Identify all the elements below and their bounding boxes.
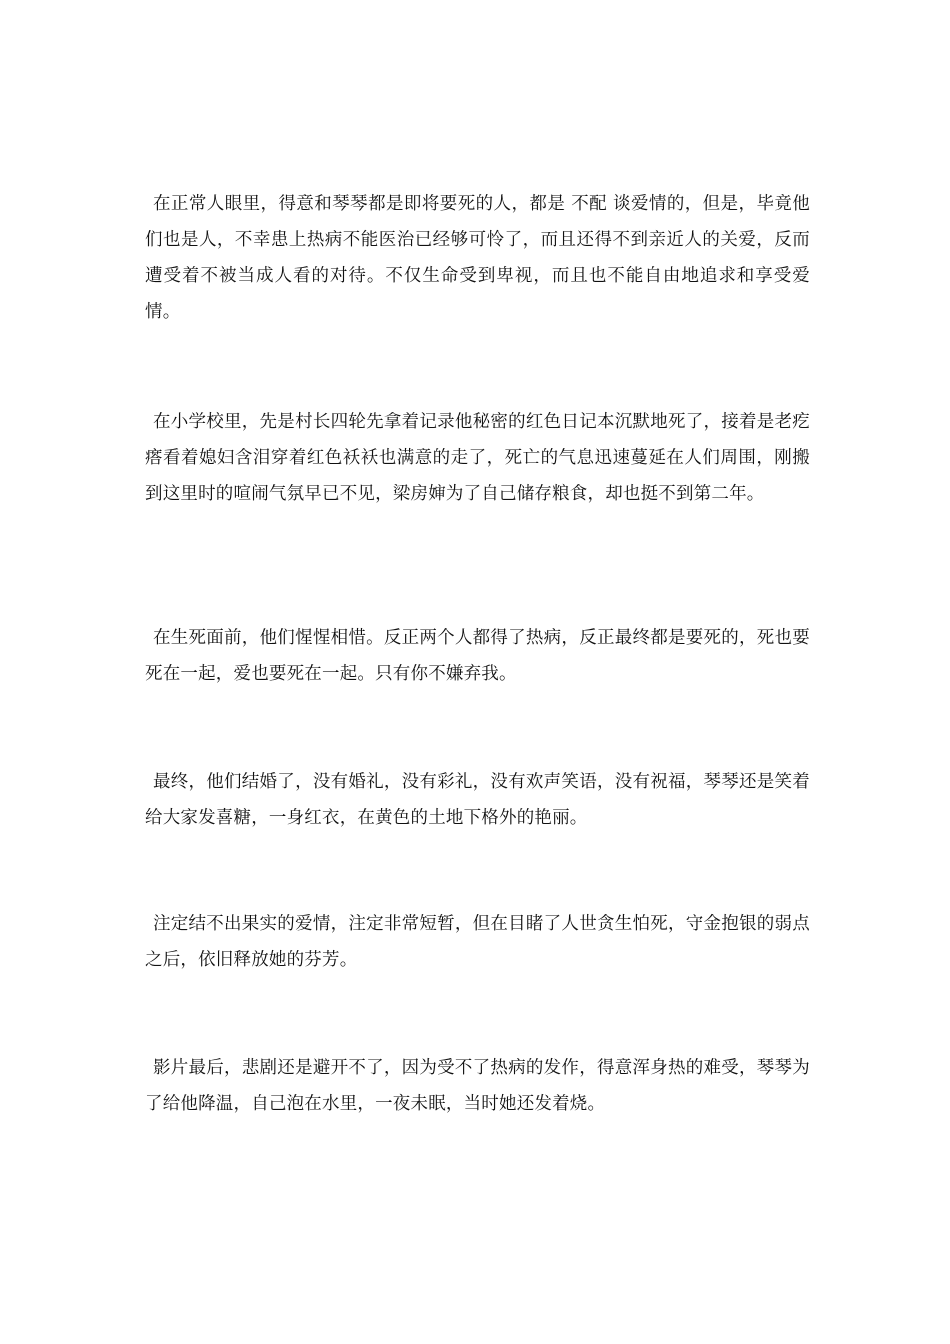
paragraph-1: 在正常人眼里，得意和琴琴都是即将要死的人，都是 不配 谈爱情的，但是，毕竟他们也是人，不幸患上热病不能医治已经够可怜了，而且还得不到亲近人的关爱，反而遭受着不被当成人看的对待。不仅生命受到卑视，而且也不能自由地追求和享受爱情。 [145, 194, 810, 322]
paragraph-6: 影片最后，悲剧还是避开不了，因为受不了热病的发作，得意浑身热的难受，琴琴为了给他降温，自己泡在水里，一夜未眠，当时她还发着烧。 [145, 1058, 810, 1114]
paragraph-3: 在生死面前，他们惺惺相惜。反正两个人都得了热病，反正最终都是要死的，死也要死在一起，爱也要死在一起。只有你不嫌弃我。 [145, 628, 810, 684]
paragraph-2: 在小学校里，先是村长四轮先拿着记录他秘密的红色日记本沉默地死了，接着是老疙瘩看着媳妇含泪穿着红色袄袄也满意的走了，死亡的气息迅速蔓延在人们周围，刚搬到这里时的喧闹气氛早已不见，梁房婶为了自己储存粮食，却也挺不到第二年。 [145, 412, 810, 504]
paragraph-4: 最终，他们结婚了，没有婚礼，没有彩礼，没有欢声笑语，没有祝福，琴琴还是笑着给大家发喜糖，一身红衣，在黄色的土地下格外的艳丽。 [145, 772, 810, 828]
paragraph-5: 注定结不出果实的爱情，注定非常短暂，但在目睹了人世贪生怕死，守金抱银的弱点之后，依旧释放她的芬芳。 [145, 914, 810, 970]
